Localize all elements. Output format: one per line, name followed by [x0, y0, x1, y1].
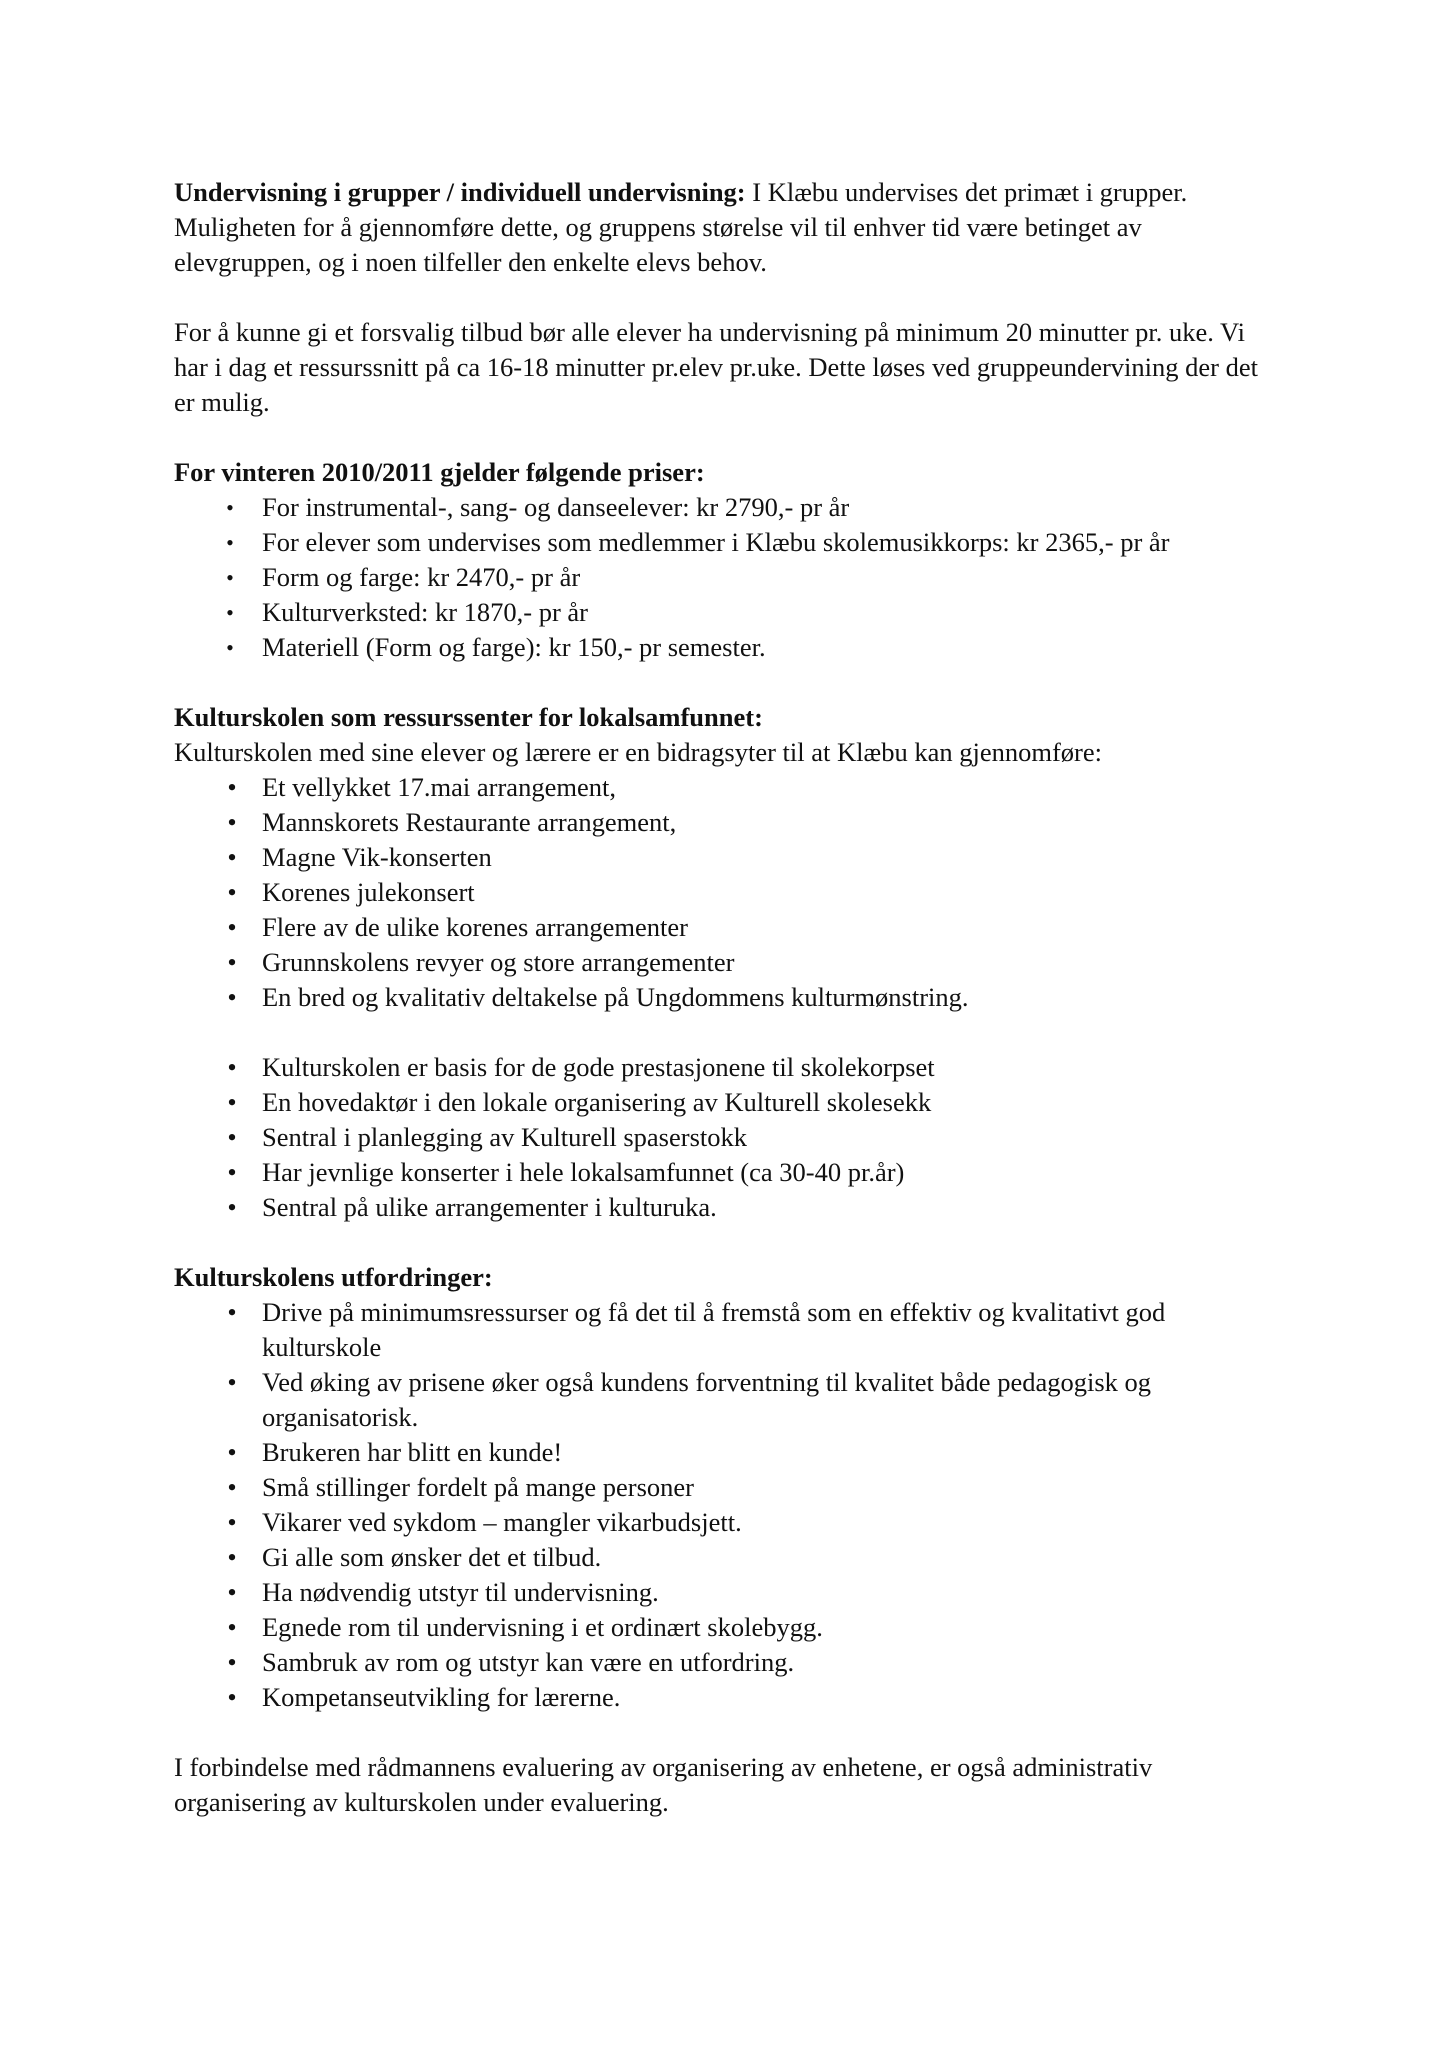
intro-paragraph: [174, 175, 1284, 280]
bullet-icon: •: [227, 807, 237, 837]
bullet-icon: •: [227, 1192, 237, 1222]
list-item: • Drive på minimumsressurser og få det til å fremstå som en effektiv og kvalitativt god kulturskole: [174, 1295, 1284, 1365]
bullet-icon: •: [227, 1367, 237, 1397]
spacer: [174, 1225, 1284, 1260]
intro-heading: Undervisning i grupper / individuell undervisning:: [174, 177, 746, 207]
bullet-icon: •: [227, 1087, 237, 1117]
list-item: • For elever som undervises som medlemmer i Klæbu skolemusikkorps: kr 2365,- pr år: [174, 525, 1284, 560]
spacer: [174, 665, 1284, 700]
resource-center-intro: Kulturskolen med sine elever og lærere er en bidragsyter til at Klæbu kan gjennomføre:: [174, 737, 1102, 767]
spacer: [174, 280, 1284, 315]
list-item: • Små stillinger fordelt på mange personer: [174, 1470, 1284, 1505]
list-item: • Ved øking av prisene øker også kundens forventning til kvalitet både pedagogisk og organisatorisk.: [174, 1365, 1284, 1435]
bullet-icon: •: [227, 1507, 237, 1537]
resource-center-list-b: [174, 1050, 1284, 1225]
list-item: • Vikarer ved sykdom – mangler vikarbudsjett.: [174, 1505, 1284, 1540]
bullet-icon: •: [227, 1437, 237, 1467]
list-item: • Har jevnlige konserter i hele lokalsamfunnet (ca 30-40 pr.år): [174, 1155, 1284, 1190]
prices-heading: For vinteren 2010/2011 gjelder følgende priser:: [174, 457, 705, 487]
list-item: • Kompetanseutvikling for lærerne.: [174, 1680, 1284, 1715]
prices-list: [174, 490, 1284, 665]
list-item: • Grunnskolens revyer og store arrangementer: [174, 945, 1284, 980]
closing-paragraph: I forbindelse med rådmannens evaluering av organisering av enhetene, er også administrativ organisering av kulturskolen under evaluering.: [174, 1752, 1153, 1817]
intro-text: I Klæbu undervises det primæt i grupper. Muligheten for å gjennomføre dette, og gruppens størelse vil til enhver tid være betinget av elevgruppen, og i noen tilfeller den enkelte elevs behov.: [174, 177, 1188, 277]
list-item: • Kulturskolen er basis for de gode prestasjonene til skolekorpset: [174, 1050, 1284, 1085]
bullet-icon: •: [227, 772, 237, 802]
bullet-icon: •: [226, 530, 234, 555]
list-item: • Gi alle som ønsker det et tilbud.: [174, 1540, 1284, 1575]
list-item: • Et vellykket 17.mai arrangement,: [174, 770, 1284, 805]
list-item: • Brukeren har blitt en kunde!: [174, 1435, 1284, 1470]
bullet-icon: •: [227, 982, 237, 1012]
list-item: • Ha nødvendig utstyr til undervisning.: [174, 1575, 1284, 1610]
bullet-icon: •: [227, 1682, 237, 1712]
bullet-icon: •: [226, 600, 234, 625]
list-item: • Form og farge: kr 2470,- pr år: [174, 560, 1284, 595]
list-item: • Flere av de ulike korenes arrangementer: [174, 910, 1284, 945]
list-item: • Magne Vik-konserten: [174, 840, 1284, 875]
resource-center-list-a: [174, 770, 1284, 1015]
spacer: [174, 420, 1284, 455]
list-item: • Mannskorets Restaurante arrangement,: [174, 805, 1284, 840]
bullet-icon: •: [227, 1542, 237, 1572]
bullet-icon: •: [226, 635, 234, 660]
bullet-icon: •: [226, 495, 234, 520]
list-item: • For instrumental-, sang- og danseelever: kr 2790,- pr år: [174, 490, 1284, 525]
document-page: [174, 175, 1284, 1820]
bullet-icon: •: [227, 1122, 237, 1152]
list-item: • Materiell (Form og farge): kr 150,- pr semester.: [174, 630, 1284, 665]
bullet-icon: •: [227, 877, 237, 907]
bullet-icon: •: [226, 565, 234, 590]
minimum-paragraph: For å kunne gi et forsvalig tilbud bør alle elever ha undervisning på minimum 20 minutter pr. uke. Vi har i dag et ressurssnitt på ca 16-18 minutter pr.elev pr.uke. Dette løses ved gruppeundervining der det er mulig.: [174, 317, 1258, 417]
list-item: • Sentral i planlegging av Kulturell spaserstokk: [174, 1120, 1284, 1155]
challenges-list: [174, 1295, 1284, 1715]
bullet-icon: •: [227, 912, 237, 942]
bullet-icon: •: [227, 1647, 237, 1677]
list-item: • Sentral på ulike arrangementer i kulturuka.: [174, 1190, 1284, 1225]
bullet-icon: •: [227, 1297, 237, 1327]
bullet-icon: •: [227, 1052, 237, 1082]
list-item: • Egnede rom til undervisning i et ordinært skolebygg.: [174, 1610, 1284, 1645]
challenges-heading: Kulturskolens utfordringer:: [174, 1262, 493, 1292]
resource-center-heading: Kulturskolen som ressurssenter for lokalsamfunnet:: [174, 702, 763, 732]
list-item: • En bred og kvalitativ deltakelse på Ungdommens kulturmønstring.: [174, 980, 1284, 1015]
spacer: [174, 1015, 1284, 1050]
bullet-icon: •: [227, 842, 237, 872]
bullet-icon: •: [227, 1472, 237, 1502]
bullet-icon: •: [227, 1577, 237, 1607]
bullet-icon: •: [227, 1157, 237, 1187]
list-item: • Sambruk av rom og utstyr kan være en utfordring.: [174, 1645, 1284, 1680]
bullet-icon: •: [227, 947, 237, 977]
bullet-icon: •: [227, 1612, 237, 1642]
list-item: • En hovedaktør i den lokale organisering av Kulturell skolesekk: [174, 1085, 1284, 1120]
list-item: • Kulturverksted: kr 1870,- pr år: [174, 595, 1284, 630]
spacer: [174, 1715, 1284, 1750]
list-item: • Korenes julekonsert: [174, 875, 1284, 910]
